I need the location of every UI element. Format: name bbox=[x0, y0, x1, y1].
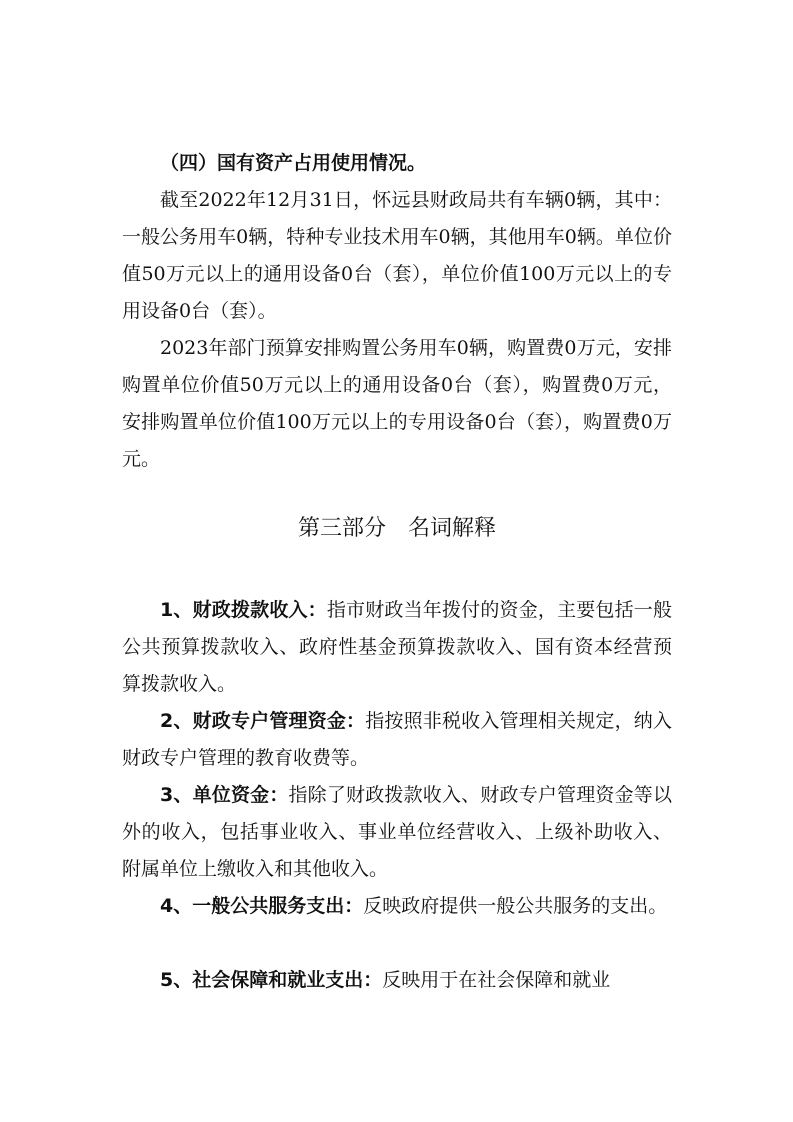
term-label: 2、财政专户管理资金： bbox=[160, 710, 366, 732]
term-item bbox=[122, 703, 672, 777]
term-item bbox=[122, 777, 672, 888]
term-label: 1、财政拨款收入： bbox=[160, 599, 327, 621]
term-label: 4、一般公共服务支出： bbox=[160, 895, 364, 917]
term-item bbox=[122, 962, 672, 999]
term-label: 5、社会保障和就业支出： bbox=[160, 969, 383, 991]
section-heading: （四）国有资产占用使用情况。 bbox=[160, 152, 427, 174]
term-definition: 反映政府提供一般公共服务的支出。 bbox=[363, 895, 668, 917]
part-title: 第三部分 名词解释 bbox=[297, 516, 496, 541]
term-definition: 指除了财政拨款收入、财政专户管理资金等以外的收入，包括事业收入、事业单位经营收入、上级补助收入、附属单位上缴收入和其他收入。 bbox=[122, 784, 672, 880]
term-item bbox=[122, 888, 672, 925]
term-definition: 指市财政当年拨付的资金，主要包括一般公共预算拨款收入、政府性基金预算拨款收入、国有资本经营预算拨款收入。 bbox=[122, 599, 672, 695]
vehicles-paragraph: 截至2022年12月31日，怀远县财政局共有车辆0辆，其中：一般公务用车0辆，特种专业技术用车0辆，其他用车0辆。单位价值50万元以上的通用设备0台（套），单位价值100万元以上的专用设备0台（套）。 bbox=[122, 189, 672, 322]
term-label: 3、单位资金： bbox=[160, 784, 289, 806]
term-item bbox=[122, 592, 672, 703]
term-definition: 反映用于在社会保障和就业 bbox=[382, 969, 611, 991]
term-definition: 指按照非税收入管理相关规定，纳入财政专户管理的教育收费等。 bbox=[122, 710, 672, 769]
budget-purchase-paragraph: 2023年部门预算安排购置公务用车0辆，购置费0万元，安排购置单位价值50万元以上的通用设备0台（套），购置费0万元，安排购置单位价值100万元以上的专用设备0台（套），购置费0万元。 bbox=[122, 337, 672, 470]
